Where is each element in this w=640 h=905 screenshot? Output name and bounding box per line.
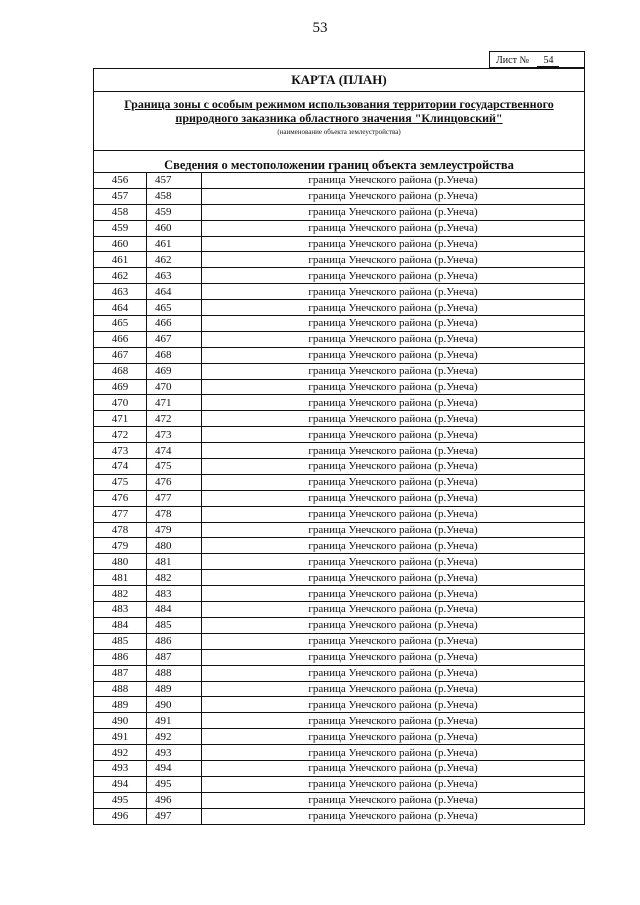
table-row xyxy=(94,490,585,506)
table-row xyxy=(94,443,585,459)
boundary-description: граница Унечского района (р.Унеча) xyxy=(202,617,585,633)
point-from: 475 xyxy=(94,474,147,490)
boundary-table-body xyxy=(94,173,585,825)
table-row xyxy=(94,713,585,729)
point-to: 468 xyxy=(147,347,202,363)
point-from: 463 xyxy=(94,284,147,300)
point-to: 473 xyxy=(147,427,202,443)
table-row xyxy=(94,745,585,761)
point-to: 460 xyxy=(147,220,202,236)
point-from: 460 xyxy=(94,236,147,252)
point-to: 491 xyxy=(147,713,202,729)
boundary-description: граница Унечского района (р.Унеча) xyxy=(202,443,585,459)
table-row xyxy=(94,347,585,363)
object-block xyxy=(94,92,584,151)
boundary-description: граница Унечского района (р.Унеча) xyxy=(202,760,585,776)
point-from: 483 xyxy=(94,602,147,618)
point-from: 476 xyxy=(94,490,147,506)
table-row xyxy=(94,792,585,808)
point-from: 479 xyxy=(94,538,147,554)
table-row xyxy=(94,729,585,745)
point-from: 487 xyxy=(94,665,147,681)
boundary-description: граница Унечского района (р.Унеча) xyxy=(202,697,585,713)
point-to: 481 xyxy=(147,554,202,570)
boundary-description: граница Унечского района (р.Унеча) xyxy=(202,649,585,665)
point-to: 475 xyxy=(147,459,202,475)
boundary-description: граница Унечского района (р.Унеча) xyxy=(202,252,585,268)
point-to: 493 xyxy=(147,745,202,761)
sheet-number-box xyxy=(489,51,585,68)
point-from: 477 xyxy=(94,506,147,522)
point-from: 457 xyxy=(94,188,147,204)
table-row xyxy=(94,586,585,602)
point-from: 473 xyxy=(94,443,147,459)
boundary-description: граница Унечского района (р.Унеча) xyxy=(202,729,585,745)
point-to: 472 xyxy=(147,411,202,427)
table-row xyxy=(94,204,585,220)
point-from: 456 xyxy=(94,173,147,189)
table-row xyxy=(94,236,585,252)
table-row xyxy=(94,538,585,554)
point-from: 493 xyxy=(94,760,147,776)
point-to: 463 xyxy=(147,268,202,284)
boundary-description: граница Унечского района (р.Унеча) xyxy=(202,379,585,395)
point-from: 466 xyxy=(94,331,147,347)
boundary-description: граница Унечского района (р.Унеча) xyxy=(202,586,585,602)
boundary-description: граница Унечского района (р.Унеча) xyxy=(202,602,585,618)
point-from: 480 xyxy=(94,554,147,570)
object-name: Граница зоны с особым режимом использования территории государственного природного заказника областного значения "Клинцовский" xyxy=(124,97,554,125)
point-to: 457 xyxy=(147,173,202,189)
table-row xyxy=(94,268,585,284)
point-from: 468 xyxy=(94,363,147,379)
section-title: Сведения о местоположении границ объекта землеустройства xyxy=(164,158,514,172)
point-from: 472 xyxy=(94,427,147,443)
point-from: 467 xyxy=(94,347,147,363)
table-row xyxy=(94,363,585,379)
point-to: 495 xyxy=(147,776,202,792)
point-from: 481 xyxy=(94,570,147,586)
point-to: 488 xyxy=(147,665,202,681)
boundary-description: граница Унечского района (р.Унеча) xyxy=(202,538,585,554)
boundary-description: граница Унечского района (р.Унеча) xyxy=(202,522,585,538)
point-to: 486 xyxy=(147,633,202,649)
table-row xyxy=(94,427,585,443)
table-row xyxy=(94,411,585,427)
point-to: 465 xyxy=(147,300,202,316)
boundary-description: граница Унечского района (р.Унеча) xyxy=(202,713,585,729)
point-to: 492 xyxy=(147,729,202,745)
point-to: 477 xyxy=(147,490,202,506)
point-to: 470 xyxy=(147,379,202,395)
point-from: 482 xyxy=(94,586,147,602)
point-to: 458 xyxy=(147,188,202,204)
table-row xyxy=(94,649,585,665)
point-from: 464 xyxy=(94,300,147,316)
table-row xyxy=(94,633,585,649)
boundary-description: граница Унечского района (р.Унеча) xyxy=(202,316,585,332)
sheet-number: 54 xyxy=(537,56,559,67)
point-to: 485 xyxy=(147,617,202,633)
point-to: 471 xyxy=(147,395,202,411)
boundary-description: граница Унечского района (р.Унеча) xyxy=(202,665,585,681)
point-to: 494 xyxy=(147,760,202,776)
boundary-description: граница Унечского района (р.Унеча) xyxy=(202,173,585,189)
point-to: 459 xyxy=(147,204,202,220)
boundary-description: граница Унечского района (р.Унеча) xyxy=(202,363,585,379)
table-row xyxy=(94,316,585,332)
table-row xyxy=(94,173,585,189)
point-to: 483 xyxy=(147,586,202,602)
header-frame xyxy=(93,68,585,172)
point-to: 496 xyxy=(147,792,202,808)
table-row xyxy=(94,697,585,713)
table-row xyxy=(94,474,585,490)
table-row xyxy=(94,331,585,347)
boundary-description: граница Унечского района (р.Унеча) xyxy=(202,554,585,570)
point-from: 486 xyxy=(94,649,147,665)
boundary-description: граница Унечского района (р.Унеча) xyxy=(202,284,585,300)
table-row xyxy=(94,252,585,268)
boundary-description: граница Унечского района (р.Унеча) xyxy=(202,808,585,824)
point-from: 495 xyxy=(94,792,147,808)
point-to: 469 xyxy=(147,363,202,379)
point-to: 467 xyxy=(147,331,202,347)
table-row xyxy=(94,188,585,204)
point-to: 479 xyxy=(147,522,202,538)
boundary-table xyxy=(93,172,585,825)
table-row xyxy=(94,554,585,570)
boundary-description: граница Унечского района (р.Унеча) xyxy=(202,395,585,411)
table-row xyxy=(94,665,585,681)
boundary-description: граница Унечского района (р.Унеча) xyxy=(202,268,585,284)
point-to: 474 xyxy=(147,443,202,459)
point-from: 462 xyxy=(94,268,147,284)
table-row xyxy=(94,300,585,316)
table-row xyxy=(94,602,585,618)
point-to: 489 xyxy=(147,681,202,697)
boundary-description: граница Унечского района (р.Унеча) xyxy=(202,792,585,808)
table-row xyxy=(94,395,585,411)
boundary-description: граница Унечского района (р.Унеча) xyxy=(202,236,585,252)
table-row xyxy=(94,506,585,522)
point-from: 461 xyxy=(94,252,147,268)
point-from: 494 xyxy=(94,776,147,792)
boundary-description: граница Унечского района (р.Унеча) xyxy=(202,411,585,427)
point-to: 497 xyxy=(147,808,202,824)
boundary-description: граница Унечского района (р.Унеча) xyxy=(202,188,585,204)
boundary-description: граница Унечского района (р.Унеча) xyxy=(202,633,585,649)
boundary-description: граница Унечского района (р.Унеча) xyxy=(202,570,585,586)
table-row xyxy=(94,776,585,792)
table-row xyxy=(94,760,585,776)
boundary-description: граница Унечского района (р.Унеча) xyxy=(202,347,585,363)
boundary-description: граница Унечского района (р.Унеча) xyxy=(202,427,585,443)
page-number: 53 xyxy=(312,20,328,36)
boundary-description: граница Унечского района (р.Унеча) xyxy=(202,204,585,220)
point-from: 474 xyxy=(94,459,147,475)
boundary-description: граница Унечского района (р.Унеча) xyxy=(202,474,585,490)
point-from: 496 xyxy=(94,808,147,824)
boundary-description: граница Унечского района (р.Унеча) xyxy=(202,745,585,761)
point-to: 461 xyxy=(147,236,202,252)
table-row xyxy=(94,681,585,697)
point-to: 490 xyxy=(147,697,202,713)
point-from: 485 xyxy=(94,633,147,649)
boundary-description: граница Унечского района (р.Унеча) xyxy=(202,506,585,522)
boundary-description: граница Унечского района (р.Унеча) xyxy=(202,331,585,347)
table-row xyxy=(94,570,585,586)
point-to: 462 xyxy=(147,252,202,268)
table-row xyxy=(94,284,585,300)
table-row xyxy=(94,522,585,538)
boundary-description: граница Унечского района (р.Унеча) xyxy=(202,776,585,792)
point-from: 484 xyxy=(94,617,147,633)
point-from: 489 xyxy=(94,697,147,713)
object-caption: (наименование объекта землеустройства) xyxy=(277,128,401,136)
table-row xyxy=(94,459,585,475)
point-from: 490 xyxy=(94,713,147,729)
point-to: 482 xyxy=(147,570,202,586)
point-from: 459 xyxy=(94,220,147,236)
point-to: 478 xyxy=(147,506,202,522)
boundary-description: граница Унечского района (р.Унеча) xyxy=(202,681,585,697)
document-title: КАРТА (ПЛАН) xyxy=(94,69,584,92)
point-to: 487 xyxy=(147,649,202,665)
boundary-description: граница Унечского района (р.Унеча) xyxy=(202,220,585,236)
point-to: 476 xyxy=(147,474,202,490)
table-row xyxy=(94,808,585,824)
boundary-description: граница Унечского района (р.Унеча) xyxy=(202,300,585,316)
point-from: 478 xyxy=(94,522,147,538)
point-to: 464 xyxy=(147,284,202,300)
sheet-label: Лист № xyxy=(496,55,529,66)
table-row xyxy=(94,220,585,236)
point-from: 491 xyxy=(94,729,147,745)
point-from: 469 xyxy=(94,379,147,395)
point-from: 470 xyxy=(94,395,147,411)
point-to: 466 xyxy=(147,316,202,332)
point-from: 465 xyxy=(94,316,147,332)
point-to: 480 xyxy=(147,538,202,554)
table-row xyxy=(94,379,585,395)
boundary-description: граница Унечского района (р.Унеча) xyxy=(202,459,585,475)
point-from: 488 xyxy=(94,681,147,697)
point-from: 471 xyxy=(94,411,147,427)
point-from: 458 xyxy=(94,204,147,220)
table-row xyxy=(94,617,585,633)
point-to: 484 xyxy=(147,602,202,618)
boundary-description: граница Унечского района (р.Унеча) xyxy=(202,490,585,506)
point-from: 492 xyxy=(94,745,147,761)
